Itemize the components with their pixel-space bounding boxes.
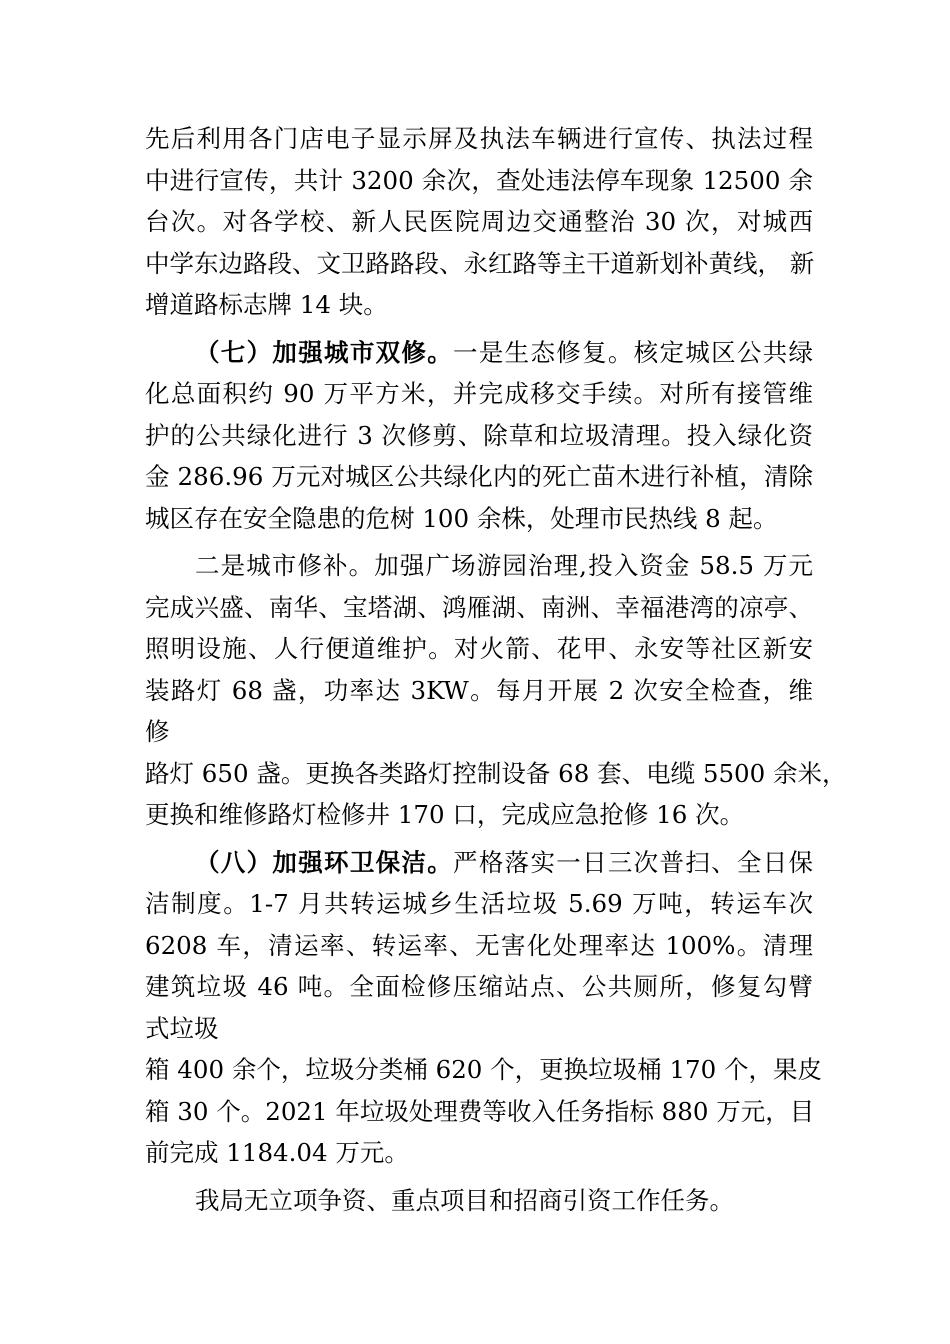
text-line: 洁制度。1-7 月共转运城乡生活垃圾 5.69 万吨，转运车次 xyxy=(145,889,813,918)
text-line: 修 xyxy=(145,717,170,746)
text-line: 箱 400 余个，垃圾分类桶 620 个，更换垃圾桶 170 个，果皮 xyxy=(145,1055,823,1084)
text-line: 化总面积约 90 万平方米，并完成移交手续。对所有接管维 xyxy=(145,379,813,408)
text-line: 一是生态修复。核定城区公共绿 xyxy=(453,337,814,367)
paragraph-first-line: 二是城市修补。加强广场游园治理,投入资金 58.5 万元 xyxy=(195,551,813,580)
paragraph-city-patch xyxy=(145,545,847,836)
text-line: 台次。对各学校、新人民医院周边交通整治 30 次，对城西 xyxy=(145,207,813,236)
section-heading-8: （八）加强环卫保洁。 xyxy=(195,847,454,877)
text-line: 6208 车，清运率、转运率、无害化处理率达 100%。清理 xyxy=(145,930,813,960)
text-line: 式垃圾 xyxy=(145,1013,219,1043)
text-line: 城区存在安全隐患的危树 100 余株，处理市民热线 8 起。 xyxy=(145,503,778,533)
text-line: 前完成 1184.04 万元。 xyxy=(145,1138,409,1167)
text-line: 路灯 650 盏。更换各类路灯控制设备 68 套、电缆 5500 余米， xyxy=(145,758,847,788)
paragraph-first-line: 我局无立项争资、重点项目和招商引资工作任务。 xyxy=(195,1185,734,1215)
paragraph-no-tasks xyxy=(145,1180,813,1222)
text-line: 中进行宣传，共计 3200 余次，查处违法停车现象 12500 余 xyxy=(145,165,813,195)
text-line: 装路灯 68 盏，功率达 3KW。每月开展 2 次安全检查，维 xyxy=(145,675,813,705)
text-line: 更换和维修路灯检修井 170 口，完成应急抢修 16 次。 xyxy=(145,800,745,829)
text-line: 照明设施、人行便道维护。对火箭、花甲、永安等社区新安 xyxy=(145,634,813,663)
text-line: 中学东边路段、文卫路路段、永红路等主干道新划补黄线， 新 xyxy=(145,248,815,278)
section-heading-7: （七）加强城市双修。 xyxy=(195,337,454,367)
text-line: 箱 30 个。2021 年垃圾处理费等收入任务指标 880 万元，目 xyxy=(145,1096,815,1126)
text-line: 增道路标志牌 14 块。 xyxy=(145,290,388,319)
text-line: 建筑垃圾 46 吨。全面检修压缩站点、公共厕所，修复勾臂 xyxy=(145,972,813,1001)
paragraph-sanitation xyxy=(145,842,823,1174)
paragraph-publicity xyxy=(145,118,813,326)
document-body xyxy=(145,118,847,1221)
paragraph-first-line xyxy=(145,332,813,374)
paragraph-first-line xyxy=(145,842,813,884)
text-line: 金 286.96 万元对城区公共绿化内的死亡苗木进行补植，清除 xyxy=(145,462,813,491)
text-line: 先后利用各门店电子显示屏及执法车辆进行宣传、执法过程 xyxy=(145,124,813,153)
text-line: 严格落实一日三次普扫、全日保 xyxy=(453,847,814,877)
text-line: 护的公共绿化进行 3 次修剪、除草和垃圾清理。投入绿化资 xyxy=(145,420,813,450)
text-line: 完成兴盛、南华、宝塔湖、鸿雁湖、南洲、幸福港湾的凉亭、 xyxy=(145,592,813,622)
paragraph-city-repair xyxy=(145,332,813,540)
